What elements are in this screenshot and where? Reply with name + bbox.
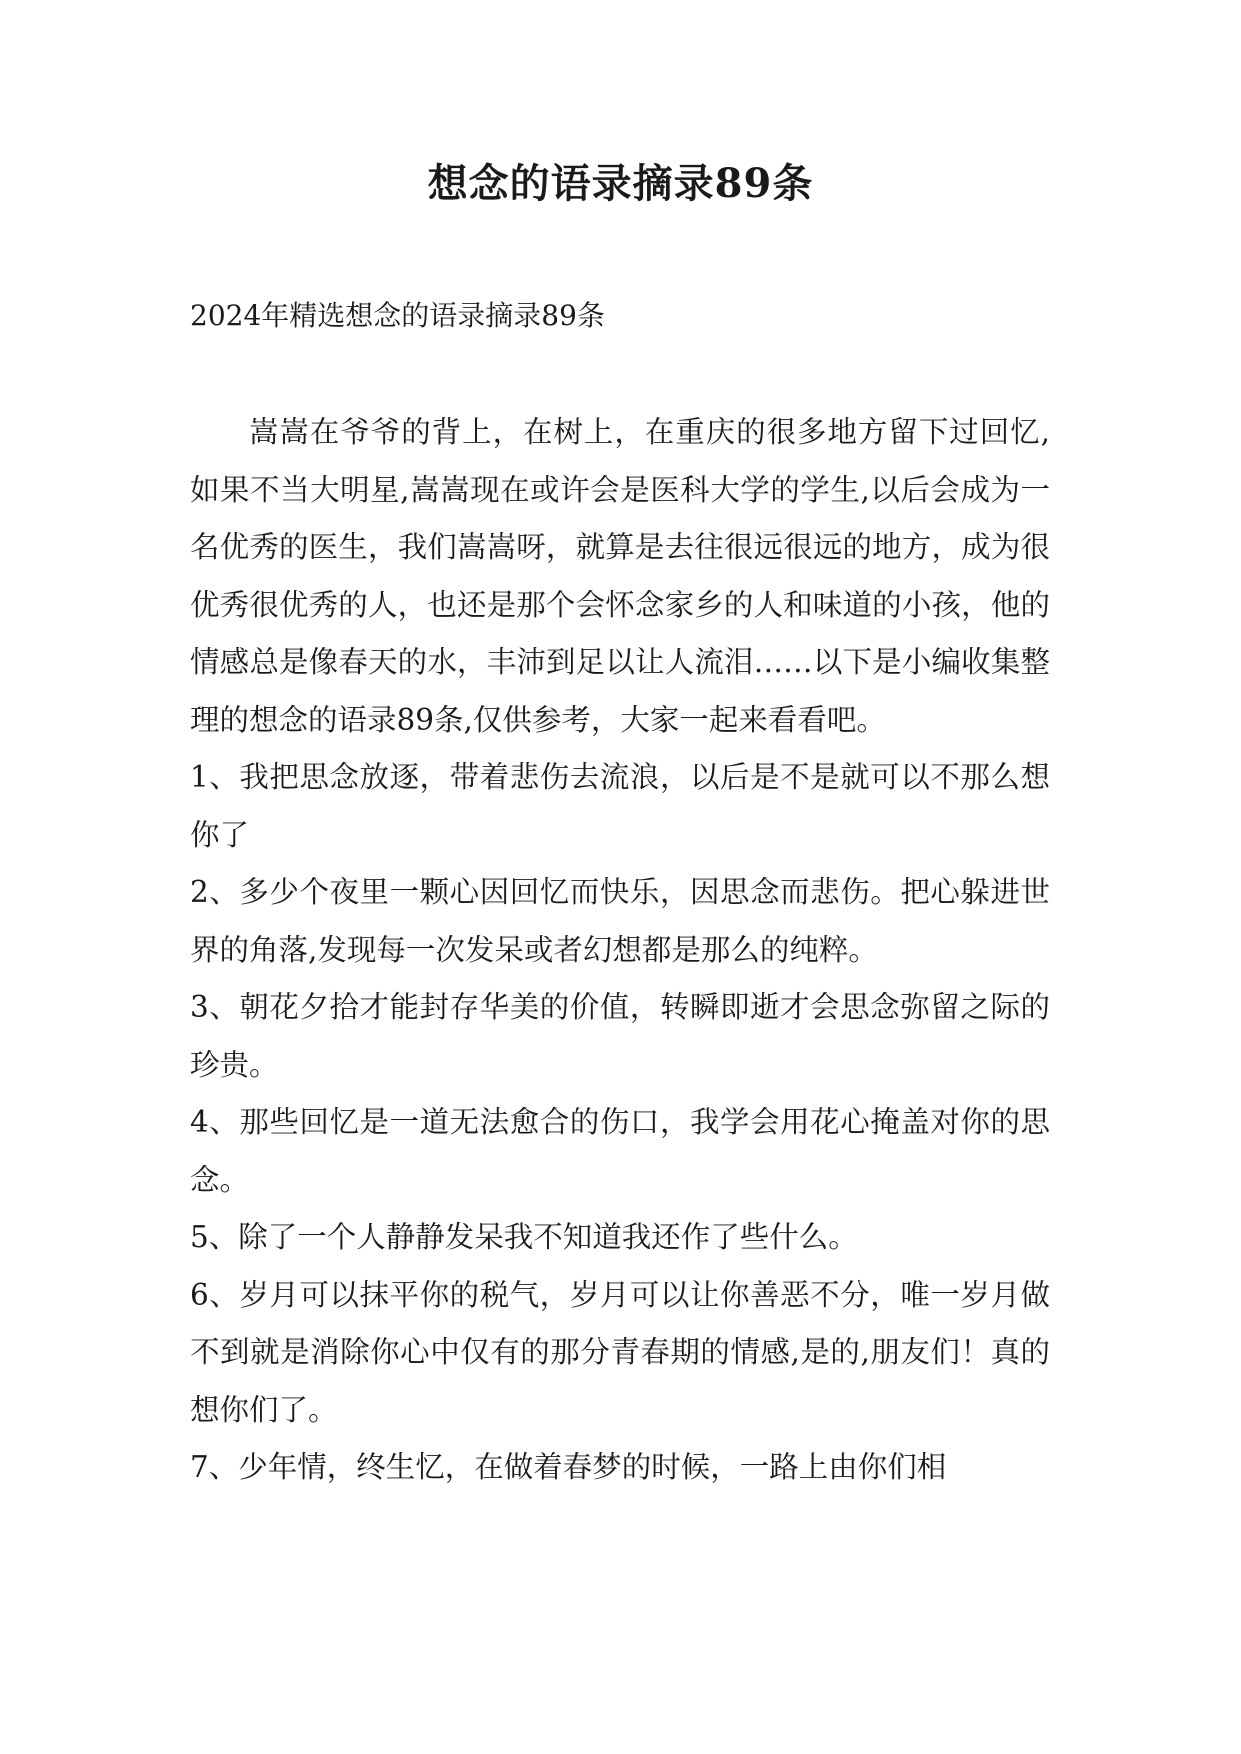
list-item: 4、那些回忆是一道无法愈合的伤口，我学会用花心掩盖对你的思念。 (190, 1105, 1050, 1197)
list-item: 6、岁月可以抹平你的税气，岁月可以让你善恶不分，唯一岁月做不到就是消除你心中仅有的那分青春期的情感,是的,朋友们！真的想你们了。 (190, 1277, 1050, 1427)
list-item: 3、朝花夕拾才能封存华美的价值，转瞬即逝才会思念弥留之际的珍贵。 (190, 990, 1050, 1082)
list-item: 7、少年情，终生忆，在做着春梦的时候，一路上由你们相 (190, 1450, 947, 1484)
intro-paragraph: 嵩嵩在爷爷的背上，在树上，在重庆的很多地方留下过回忆,如果不当大明星,嵩嵩现在或许会是医科大学的学生,以后会成为一名优秀的医生，我们嵩嵩呀，就算是去往很远很远的地方，成为很优秀很优秀的人，也还是那个会怀念家乡的人和味道的小孩，他的情感总是像春天的水，丰沛到足以让人流泪……以下是小编收集整理的想念的语录89条,仅供参考，大家一起来看看吧。 (190, 415, 1050, 737)
document-title: 想念的语录摘录89条 (427, 160, 814, 207)
document-body (190, 404, 1050, 1497)
list-item: 2、多少个夜里一颗心因回忆而快乐，因思念而悲伤。把心躲进世界的角落,发现每一次发呆或者幻想都是那么的纯粹。 (190, 875, 1050, 967)
list-item: 1、我把思念放逐，带着悲伤去流浪，以后是不是就可以不那么想你了 (190, 760, 1050, 852)
list-item: 5、除了一个人静静发呆我不知道我还作了些什么。 (190, 1220, 858, 1254)
document-subtitle: 2024年精选想念的语录摘录89条 (190, 299, 605, 332)
